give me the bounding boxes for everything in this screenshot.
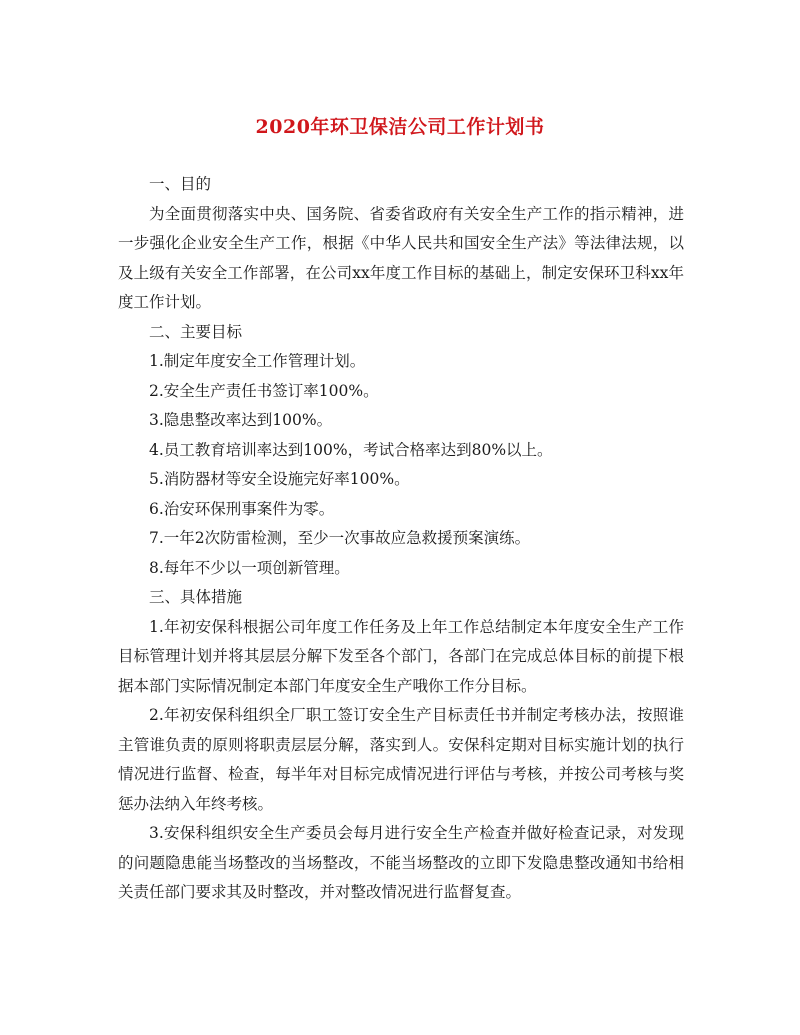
list-item-goal: 2.安全生产责任书签订率100%。	[149, 381, 379, 400]
list-item-goal: 3.隐患整改率达到100%。	[149, 411, 333, 429]
document-title: 2020年环卫保洁公司工作计划书	[255, 116, 545, 138]
section-heading-purpose: 一、目的	[149, 175, 212, 193]
section-heading-measures: 三、具体措施	[149, 588, 243, 606]
list-item-goal: 7.一年2次防雷检测，至少一次事故应急救援预案演练。	[149, 529, 531, 547]
list-item-measure: 2.年初安保科组织全厂职工签订安全生产目标责任书并制定考核办法，按照谁主管谁负责的原则将职责层层分解，落实到人。安保科定期对目标实施计划的执行情况进行监督、检查，每半年对目标完成情况进行评估与考核，并按公司考核与奖惩办法纳入年终考核。	[118, 706, 684, 813]
list-item-measure: 3.安保科组织安全生产委员会每月进行安全生产检查并做好检查记录，对发现的问题隐患能当场整改的当场整改，不能当场整改的立即下发隐患整改通知书给相关责任部门要求其及时整改，并对整改情况进行监督复查。	[118, 824, 684, 901]
section-heading-goals: 二、主要目标	[149, 322, 243, 341]
list-item-goal: 8.每年不少以一项创新管理。	[149, 558, 350, 577]
list-item-goal: 5.消防器材等安全设施完好率100%。	[149, 470, 410, 488]
document-body	[118, 170, 684, 908]
paragraph-purpose: 为全面贯彻落实中央、国务院、省委省政府有关安全生产工作的指示精神，进一步强化企业安全生产工作，根据《中华人民共和国安全生产法》等法律法规，以及上级有关安全工作部署，在公司xx年度工作目标的基础上，制定安保环卫科xx年度工作计划。	[118, 204, 684, 311]
list-item-goal: 6.治安环保刑事案件为零。	[149, 499, 335, 518]
list-item-measure: 1.年初安保科根据公司年度工作任务及上年工作总结制定本年度安全生产工作目标管理计划并将其层层分解下发至各个部门，各部门在完成总体目标的前提下根据本部门实际情况制定本部门年度安全生产哦你工作分目标。	[118, 617, 684, 695]
list-item-goal: 1.制定年度安全工作管理计划。	[149, 352, 366, 370]
list-item-goal: 4.员工教育培训率达到100%，考试合格率达到80%以上。	[149, 440, 553, 459]
